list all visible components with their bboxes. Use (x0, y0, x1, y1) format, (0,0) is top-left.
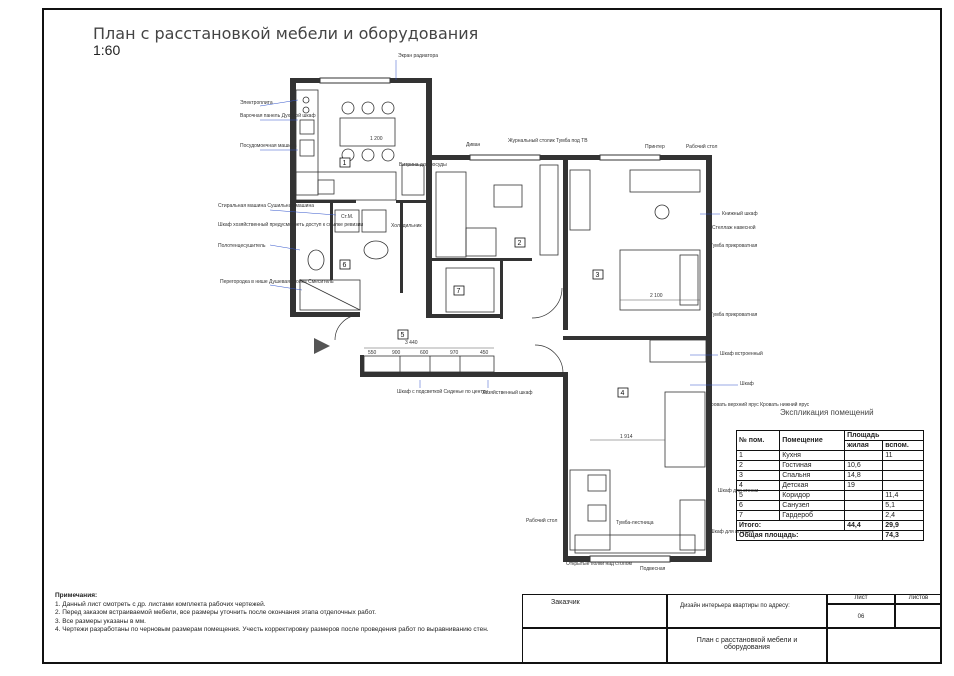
door-living (532, 288, 562, 318)
sheet-title-cell (667, 628, 827, 664)
label-washer-dryer: Стиральная машина Сушильная машина (218, 203, 315, 209)
wall-bath-inner (330, 200, 333, 280)
room-number: 1 (342, 160, 347, 167)
wall-bath-east (400, 203, 403, 293)
dish-cabinet (402, 165, 424, 195)
label-wall-shelf: Подвесная (640, 566, 666, 572)
cell-no: 4 (737, 481, 780, 491)
cell-room: Кухня (780, 451, 845, 461)
room-number: 5 (400, 332, 405, 339)
sheet-title: План с расстановкой мебели и оборудования (696, 637, 798, 651)
label-st-m: Ст.М. (341, 214, 354, 220)
chair (382, 149, 394, 161)
room-number: 3 (595, 272, 600, 279)
table-row (737, 491, 924, 501)
drawing-scale: 1:60 (93, 42, 121, 58)
table-header-row (737, 431, 924, 441)
cell-living (845, 511, 883, 521)
kids-chair (588, 505, 606, 521)
doors (335, 288, 563, 373)
table-row (737, 511, 924, 521)
project-text: Дизайн интерьера квартиры по адресу: (680, 603, 790, 609)
label-bedside-kids: Тумба-лестница (616, 520, 654, 526)
cell-living (845, 501, 883, 511)
label-hob-oven: Варочная панель Духовой шкаф (240, 113, 316, 119)
customer-label: Заказчик (551, 599, 580, 606)
sheet-no-cell (827, 604, 895, 628)
wall-wardrobe-east (500, 261, 503, 319)
cell-aux: 11 (883, 451, 924, 461)
header-no: № пом. (737, 431, 780, 451)
customer-cell (522, 594, 667, 628)
grand-label: Общая площадь: (737, 531, 883, 541)
room-number: 4 (620, 390, 625, 397)
sofa-chaise (466, 228, 496, 256)
leader-line (270, 210, 336, 215)
cell-no: 5 (737, 491, 780, 501)
coffee-table (494, 185, 522, 207)
notes-block (55, 592, 515, 635)
corridor-furniture (364, 356, 494, 372)
toilet (308, 250, 324, 270)
label-shelf-wall: Шкаф для стенки (718, 488, 759, 494)
note-item: 1. Данный лист смотреть с др. листами комплекта рабочих чертежей. (55, 600, 266, 608)
cell-room: Спальня (780, 471, 845, 481)
kids-desk (570, 470, 610, 550)
dishwasher (300, 140, 314, 156)
table-row (737, 461, 924, 471)
wall-wardrobe-south (432, 314, 502, 318)
kitchen-furniture (296, 90, 424, 200)
sheet-no: 06 (857, 614, 865, 620)
table-row (737, 501, 924, 511)
empty-cell (522, 628, 667, 664)
label-desk-kids: Рабочий стол (526, 518, 558, 524)
label-wardrobe-built: Шкаф встроенный (720, 351, 763, 357)
cell-no: 1 (737, 451, 780, 461)
explication-table (736, 430, 924, 541)
table-grand-row (737, 531, 924, 541)
label-desk-bedroom: Рабочий стол (686, 144, 718, 150)
explication-title: Экспликация помещений (780, 408, 874, 417)
cell-aux: 2,4 (883, 511, 924, 521)
hob-burner (303, 97, 309, 103)
label-bookshelf: Книжный шкаф (722, 211, 758, 217)
grand-value: 74,3 (883, 531, 924, 541)
cell-no: 2 (737, 461, 780, 471)
label-microwave: Электроплита (240, 100, 273, 106)
kitchen-counter (296, 90, 318, 195)
cell-living: 10,6 (845, 461, 883, 471)
table-row (737, 471, 924, 481)
chair (362, 149, 374, 161)
cell-living (845, 451, 883, 461)
tv-stand (540, 165, 558, 255)
header-living: жилая (845, 441, 883, 451)
entrance-arrow-icon (314, 338, 330, 354)
sheets-label: Листов (908, 595, 929, 601)
label-niche: Витрина для посуды (399, 162, 447, 168)
bed-pillows (680, 255, 698, 305)
cell-room: Гардероб (780, 511, 845, 521)
toy-wardrobe (680, 500, 705, 550)
header-room: Помещение (780, 431, 845, 451)
walls (290, 78, 712, 562)
dim-kitchen-table: 1 200 (370, 136, 383, 142)
bed (620, 250, 700, 310)
cell-living: 19 (845, 481, 883, 491)
dim-1914: 1 914 (620, 434, 633, 440)
wall-living-bedroom (563, 160, 568, 330)
total-living: 44,4 (845, 521, 883, 531)
label-towel-dryer: Полотенцесушитель (218, 243, 266, 249)
label-utility-cabinet: Шкаф хозяйственный предусмотреть доступ к ссылке ревизии (218, 222, 364, 228)
window-bedroom (600, 155, 660, 160)
cell-aux (883, 461, 924, 471)
oven (300, 120, 314, 134)
cell-aux (883, 471, 924, 481)
kitchen-lower-cabinets (296, 172, 396, 200)
door-entrance (335, 315, 360, 340)
bookshelf-unit (570, 170, 590, 230)
wall-corridor-south (360, 372, 565, 377)
hallway-wardrobe (364, 356, 494, 372)
header-area: Площадь (845, 431, 924, 441)
label-toy-wardrobe: Шкаф для игрушек (710, 529, 754, 535)
sheets-count-cell (895, 604, 942, 628)
label-sofa: Диван (466, 142, 481, 148)
notes-heading: Примечания: (55, 592, 98, 599)
note-item: 3. Все размеры указаны в мм. (55, 617, 146, 625)
wall-east-kitchen (426, 78, 432, 318)
kitchen-table (340, 118, 395, 146)
cell-no: 7 (737, 511, 780, 521)
cell-room: Гостиная (780, 461, 845, 471)
total-label: Итого: (737, 521, 845, 531)
dryer (362, 210, 386, 232)
chair (362, 102, 374, 114)
cell-living: 14,8 (845, 471, 883, 481)
label-wall-shelves: Стеллаж навесной (712, 225, 756, 231)
sheet-label-cell (827, 594, 895, 604)
note-item: 2. Перед заказом встраиваемой мебели, все размеры уточнить после окончания этапа отделочных работ. (55, 609, 377, 617)
door-kids (535, 345, 563, 373)
wall-corridor-west (360, 355, 364, 377)
project-cell (667, 594, 827, 628)
dim-seg: 600 (420, 350, 429, 356)
wall-south-bath (290, 312, 360, 317)
sofa (436, 172, 466, 257)
window-kitchen (320, 78, 390, 83)
title-block (522, 594, 942, 664)
room-numbers (340, 158, 628, 397)
cell-living (845, 491, 883, 501)
dim-seg: 550 (368, 350, 377, 356)
bedroom-furniture (570, 170, 700, 310)
cell-aux: 5,1 (883, 501, 924, 511)
dim-2100: 2 100 (650, 293, 663, 299)
dimensions (364, 300, 700, 440)
table-row (737, 481, 924, 491)
label-utility-wardrobe: Хозяйственный шкаф (482, 390, 533, 396)
label-dishwasher: Посудомоечная машина (240, 143, 297, 149)
leader-line (270, 285, 302, 290)
cell-aux: 11,4 (883, 491, 924, 501)
room-number: 6 (342, 262, 347, 269)
sheet-label: Лист (854, 595, 868, 601)
label-bedside-1: Тумба прикроватная (710, 243, 758, 249)
cell-no: 6 (737, 501, 780, 511)
label-screen-radiator: Экран радиатора (398, 53, 439, 59)
bedroom-desk (630, 170, 700, 192)
label-shower: Перегородка в нише Душевая стойка Смеситель (220, 279, 334, 285)
wardrobe-room (446, 268, 494, 312)
header-aux: вспом. (883, 441, 924, 451)
note-item: 4. Чертежи разработаны по черновым размерам помещения. Учесть корректировку размеров после проведения работ по выравниванию стен. (55, 626, 489, 634)
kids-chair (588, 475, 606, 491)
wall-kids-west (563, 372, 568, 562)
cell-room: Санузел (780, 501, 845, 511)
desk-chair (655, 205, 669, 219)
label-hallway-wardrobe: Шкаф с подсветкой Сиденье по центру (397, 389, 488, 395)
label-bedside-2: Тумба прикроватная (710, 312, 758, 318)
cell-room: Детская (780, 481, 845, 491)
cell-no: 3 (737, 471, 780, 481)
cell-room: Коридор (780, 491, 845, 501)
label-fridge: Холодильник (391, 223, 422, 229)
label-coffee-table: Журнальный столик (508, 138, 555, 144)
room-number: 2 (517, 240, 522, 247)
wall-bedroom-south (563, 336, 708, 340)
table-row (737, 451, 924, 461)
empty-cell (827, 628, 942, 664)
washbasin (364, 241, 388, 259)
built-in-wardrobe (650, 340, 706, 362)
label-wardrobe-small: Шкаф (740, 381, 754, 387)
table-total-row (737, 521, 924, 531)
label-tv-stand: Тумба под ТВ (556, 138, 588, 144)
chair (382, 102, 394, 114)
dim-seg: 900 (392, 350, 401, 356)
bunk-bed (665, 392, 705, 467)
window-living (470, 155, 540, 160)
dim-3440: 3 440 (405, 340, 418, 346)
dim-seg: 970 (450, 350, 459, 356)
dim-seg: 450 (480, 350, 489, 356)
cell-aux (883, 481, 924, 491)
room-number: 7 (456, 288, 461, 295)
chair (342, 102, 354, 114)
kitchen-sink (318, 180, 334, 194)
label-open-shelves: Открытые полки над столом (566, 561, 632, 567)
wall-living-wardrobe (432, 258, 532, 261)
label-printer: Принтер (645, 144, 665, 150)
label-bunk-bed: Кровать верхний ярус Кровать нижний ярус (708, 402, 810, 408)
total-aux: 29,9 (883, 521, 924, 531)
drawing-title: План с расстановкой мебели и оборудования (93, 24, 479, 43)
sheets-label-cell (895, 594, 942, 604)
wall-kitchen-bath-2 (396, 200, 426, 203)
